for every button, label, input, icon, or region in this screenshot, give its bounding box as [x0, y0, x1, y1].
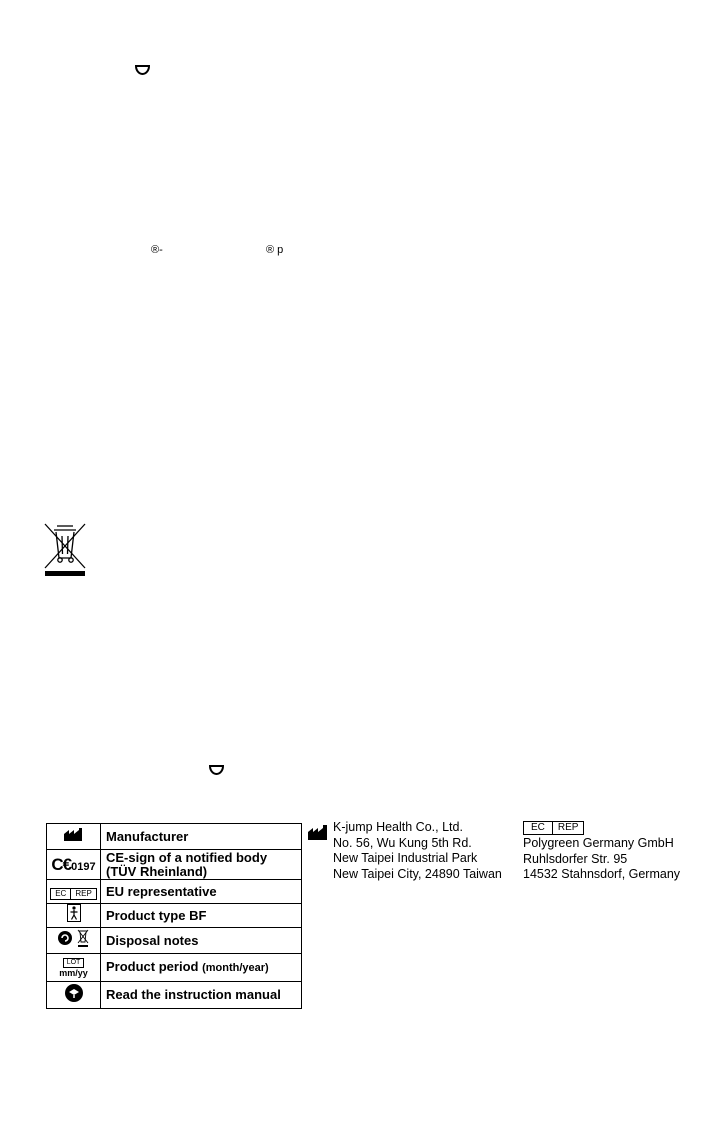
eu-rep-street: Ruhlsdorfer Str. 95 — [523, 851, 628, 866]
type-bf-icon — [67, 904, 81, 922]
symbol-label: Product period — [106, 959, 199, 974]
ce-number: 0197 — [71, 860, 96, 873]
rep-text: REP — [70, 889, 95, 899]
ec-text: EC — [55, 888, 67, 898]
symbol-label-suffix: (month/year) — [202, 962, 269, 974]
lot-text: LOT — [63, 958, 85, 968]
ec-text: EC — [531, 822, 545, 833]
ec-rep-icon — [523, 821, 584, 835]
registered-mark-fragment-2: ® p — [266, 244, 284, 256]
mmyy-text: mm/yy — [59, 967, 88, 978]
symbol-label-sub: (TÜV Rheinland) — [106, 863, 208, 879]
symbol-fragment-d-bottom — [208, 764, 225, 777]
lot-icon — [59, 955, 88, 978]
symbol-row — [47, 982, 302, 1009]
manufacturer-city: New Taipei City, 24890 Taiwan — [333, 866, 502, 881]
symbol-label: Read the instruction manual — [101, 982, 302, 1009]
registered-mark-fragment-1: ®- — [151, 244, 163, 256]
symbol-label: Manufacturer — [101, 824, 302, 850]
symbol-label: Disposal notes — [101, 928, 302, 954]
symbol-fragment-d-top — [134, 64, 151, 77]
weee-crossed-bin-icon — [43, 522, 87, 578]
manual-icon — [64, 983, 84, 1003]
rep-text: REP — [552, 822, 584, 834]
manufacturer-name: K-jump Health Co., Ltd. — [333, 820, 463, 834]
symbol-legend-table — [46, 823, 302, 1009]
disposal-icon — [57, 935, 91, 952]
symbol-row — [47, 824, 302, 850]
factory-icon — [307, 824, 329, 841]
ec-rep-icon — [50, 888, 97, 900]
symbol-label: CE-sign of a notified body — [106, 849, 268, 865]
manufacturer-street: No. 56, Wu Kung 5th Rd. — [333, 835, 472, 850]
symbol-row — [47, 928, 302, 954]
factory-icon — [63, 827, 85, 842]
symbol-label: EU representative — [101, 880, 302, 904]
symbol-row — [47, 904, 302, 928]
ce-mark-icon: C€0197 — [51, 854, 96, 874]
symbol-row — [47, 850, 302, 880]
eu-rep-address — [523, 836, 680, 883]
symbol-label: Product type BF — [101, 904, 302, 928]
eu-rep-name: Polygreen Germany GmbH — [523, 836, 674, 850]
manufacturer-address — [333, 820, 502, 882]
eu-rep-city: 14532 Stahnsdorf, Germany — [523, 867, 681, 881]
symbol-row — [47, 954, 302, 982]
symbol-row — [47, 880, 302, 904]
manufacturer-park: New Taipei Industrial Park — [333, 851, 478, 865]
